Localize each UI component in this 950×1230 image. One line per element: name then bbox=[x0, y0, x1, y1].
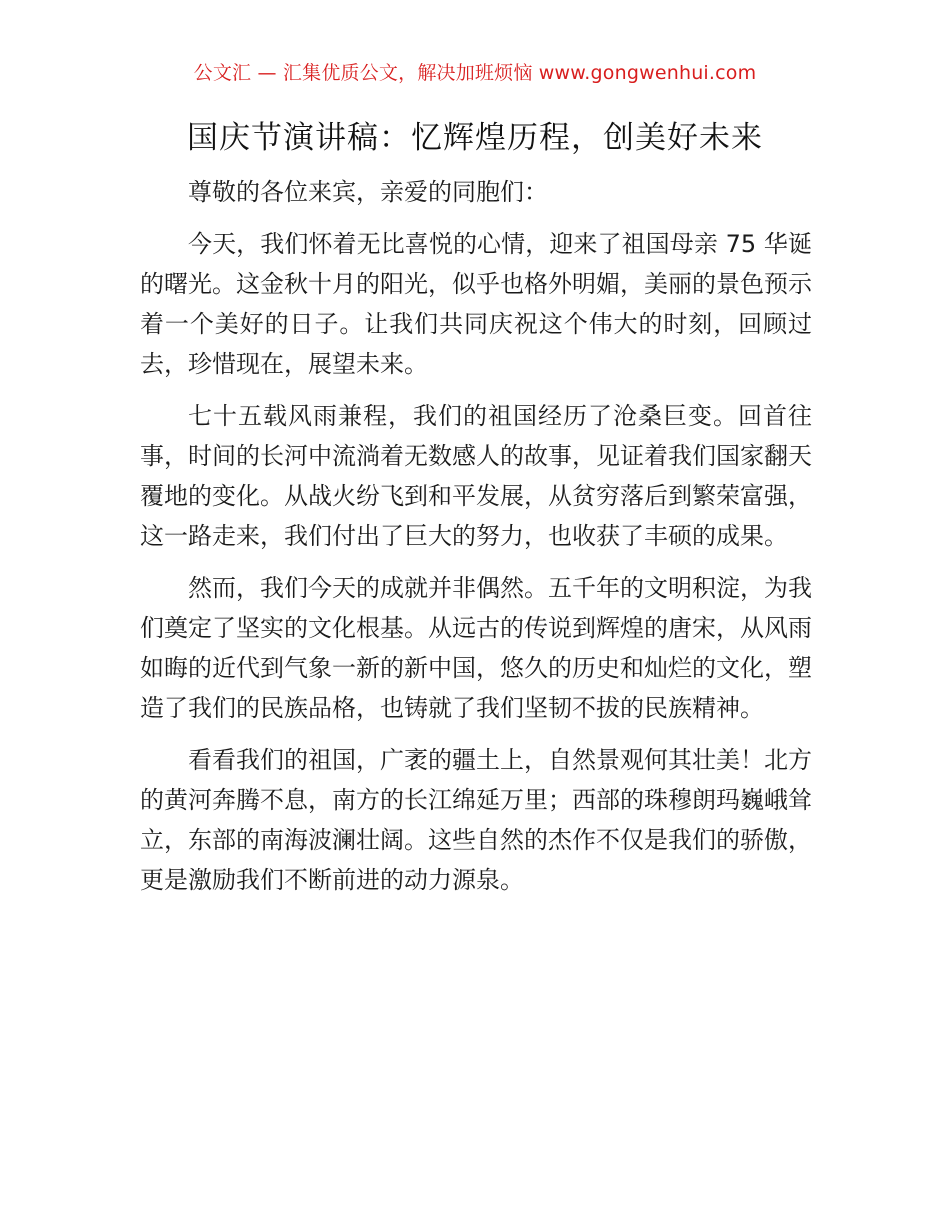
paragraph: 今天，我们怀着无比喜悦的心情，迎来了祖国母亲 75 华诞的曙光。这金秋十月的阳光，似乎也格外明媚，美丽的景色预示着一个美好的日子。让我们共同庆祝这个伟大的时刻，回顾过去，珍惜现在，展望未来。 bbox=[140, 230, 812, 378]
document-body bbox=[140, 172, 812, 912]
paragraph: 看看我们的祖国，广袤的疆土上，自然景观何其壮美！北方的黄河奔腾不息，南方的长江绵延万里；西部的珠穆朗玛巍峨耸立，东部的南海波澜壮阔。这些自然的杰作不仅是我们的骄傲，更是激励我们不断前进的动力源泉。 bbox=[140, 746, 812, 894]
salutation: 尊敬的各位来宾，亲爱的同胞们： bbox=[188, 178, 548, 206]
page-title: 国庆节演讲稿：忆辉煌历程，创美好未来 bbox=[187, 120, 763, 156]
paragraph: 七十五载风雨兼程，我们的祖国经历了沧桑巨变。回首往事，时间的长河中流淌着无数感人的故事，见证着我们国家翻天覆地的变化。从战火纷飞到和平发展，从贫穷落后到繁荣富强，这一路走来，我们付出了巨大的努力，也收获了丰硕的成果。 bbox=[140, 402, 812, 550]
paragraph: 然而，我们今天的成就并非偶然。五千年的文明积淀，为我们奠定了坚实的文化根基。从远古的传说到辉煌的唐宋，从风雨如晦的近代到气象一新的新中国，悠久的历史和灿烂的文化，塑造了我们的民族品格，也铸就了我们坚韧不拔的民族精神。 bbox=[140, 574, 812, 722]
header-banner: 公文汇 — 汇集优质公文，解决加班烦恼 www.gongwenhui.com bbox=[193, 62, 757, 84]
